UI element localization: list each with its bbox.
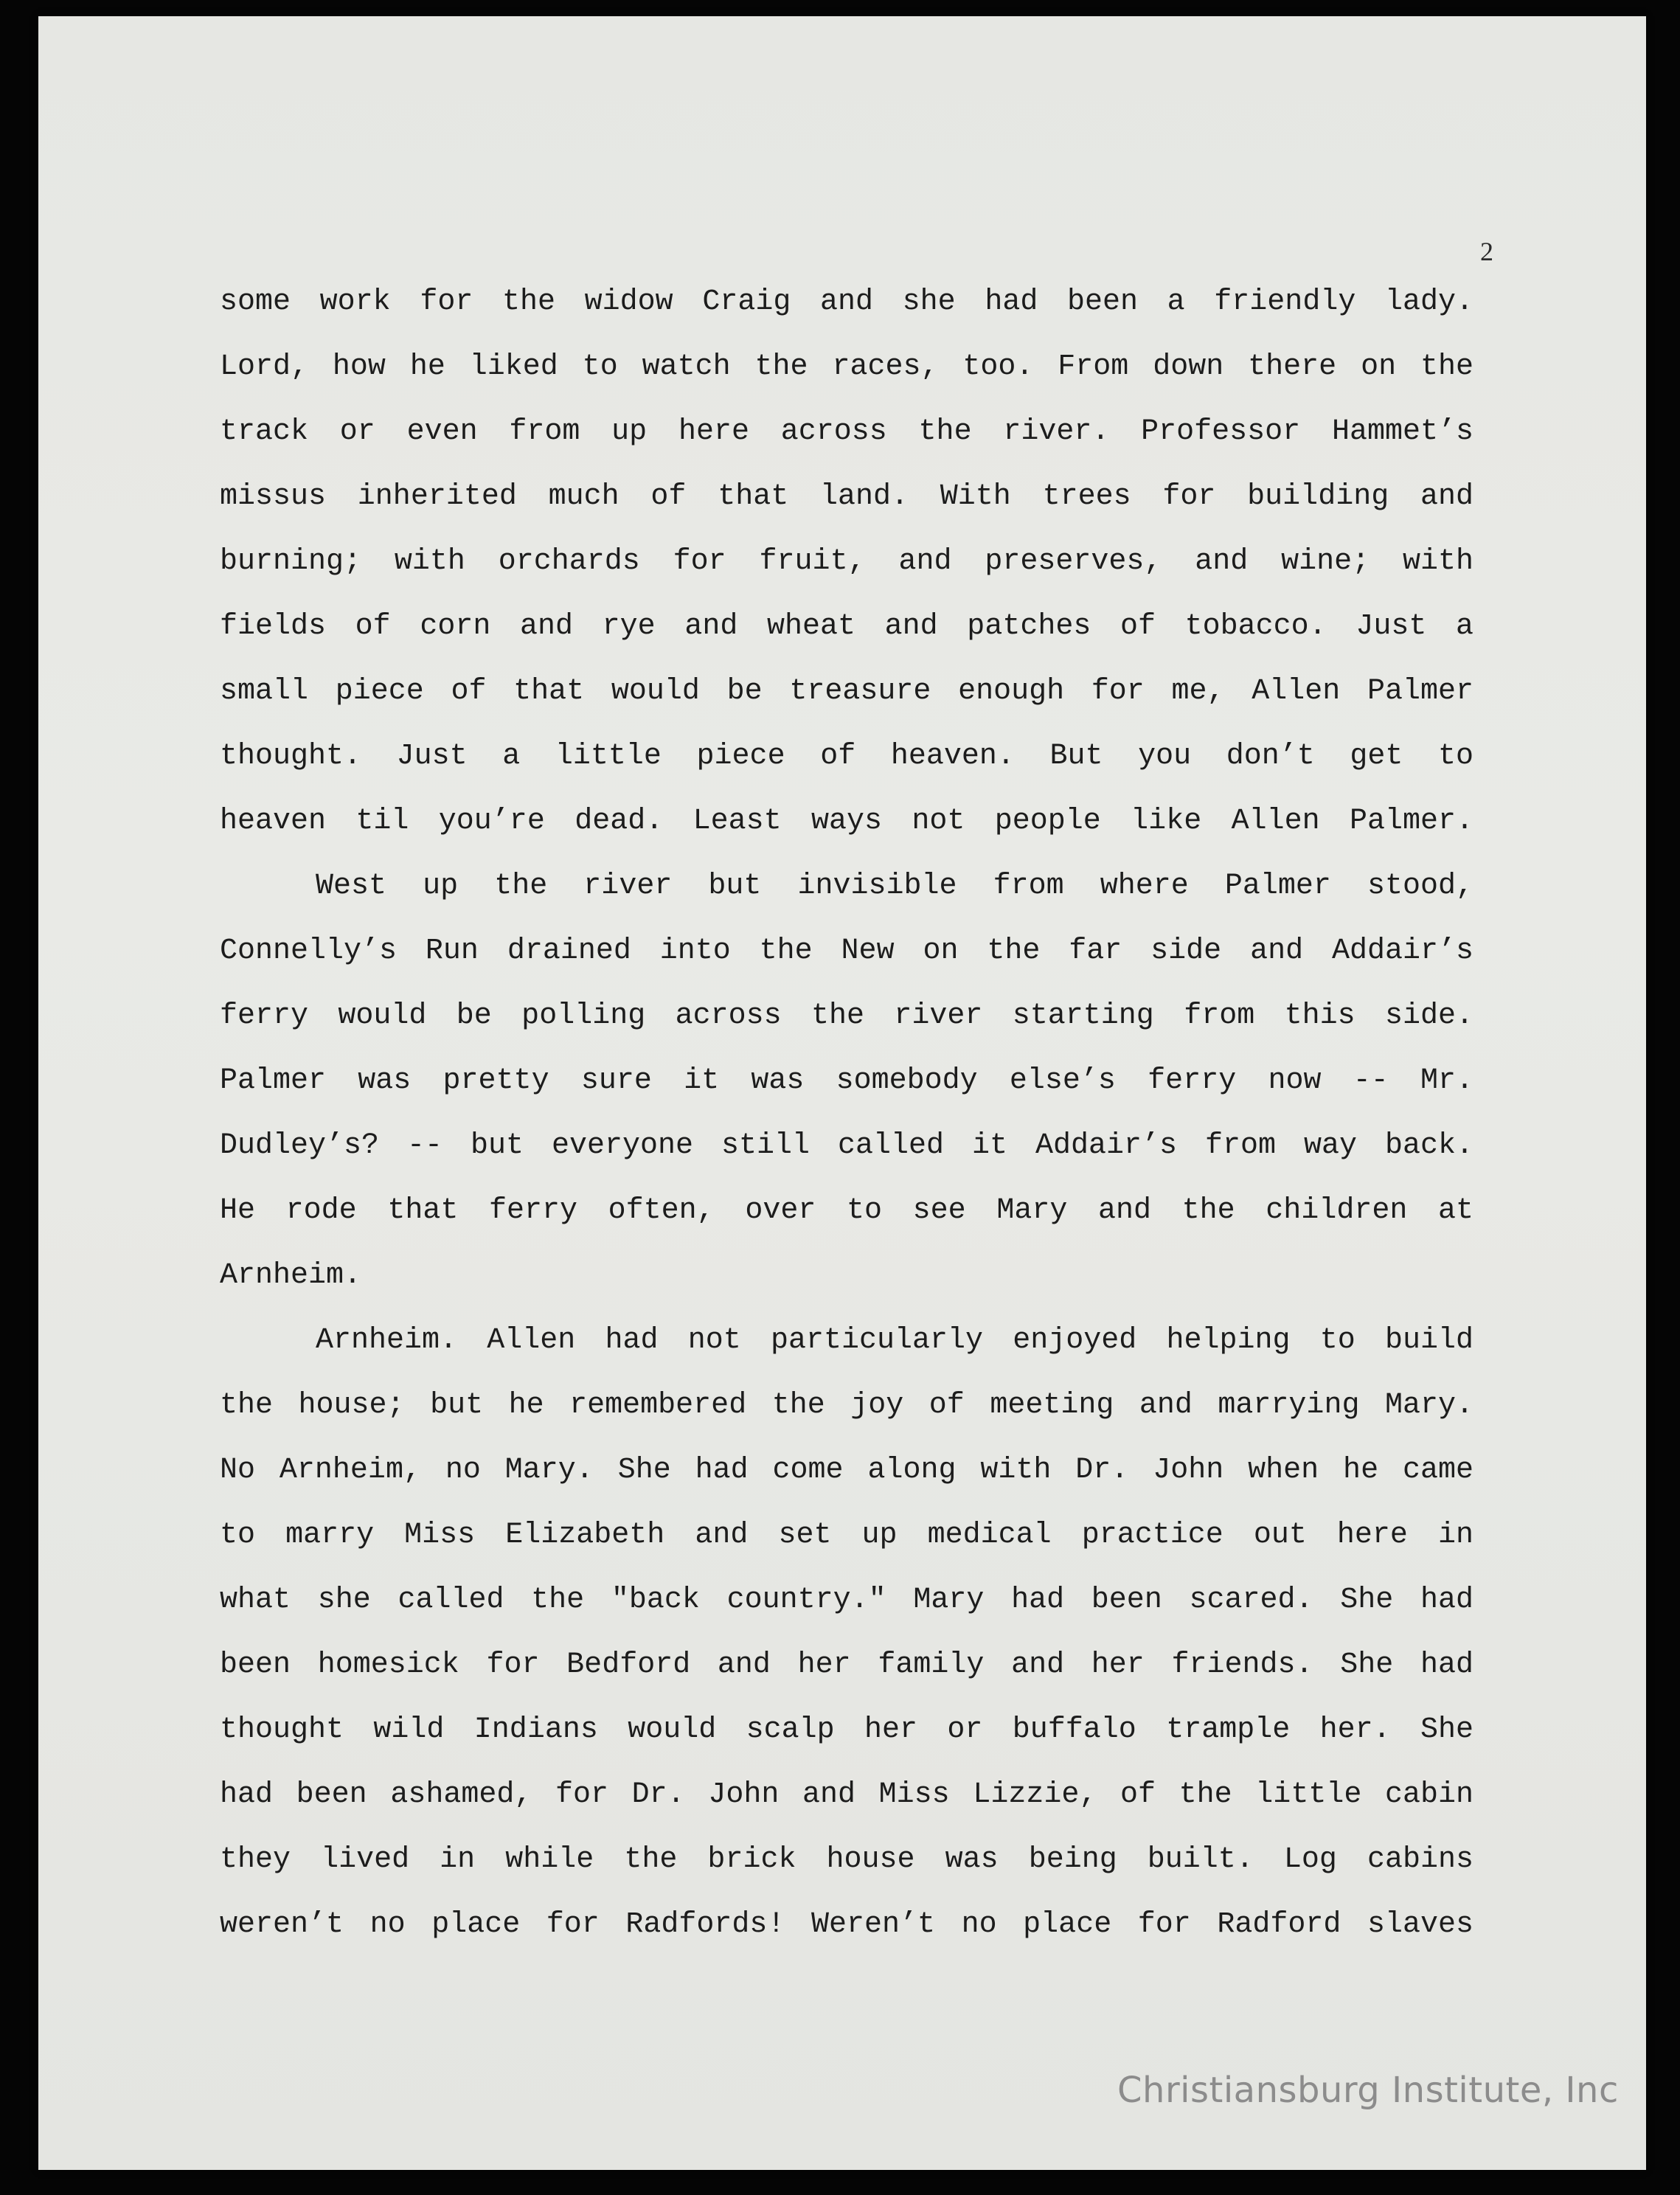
text-line: thought. Just a little piece of heaven. But you don’t get to	[220, 740, 1474, 773]
text-line: burning; with orchards for fruit, and preserves, and wine; with	[220, 545, 1474, 578]
text-line: He rode that ferry often, over to see Mary and the children at	[220, 1194, 1474, 1227]
watermark: Christiansburg Institute, Inc	[1117, 2070, 1619, 2111]
text-line: to marry Miss Elizabeth and set up medical practice out here in	[220, 1519, 1474, 1552]
text-line: missus inherited much of that land. With trees for building and	[220, 480, 1474, 513]
text-line: thought wild Indians would scalp her or buffalo trample her. She	[220, 1713, 1474, 1747]
text-line: what she called the "back country." Mary had been scared. She had	[220, 1584, 1474, 1617]
text-line: No Arnheim, no Mary. She had come along with Dr. John when he came	[220, 1454, 1474, 1487]
text-line: weren’t no place for Radfords! Weren’t no place for Radford slaves	[220, 1908, 1474, 1941]
text-line: Arnheim.	[220, 1259, 362, 1292]
text-line: the house; but he remembered the joy of meeting and marrying Mary.	[220, 1389, 1474, 1422]
text-line: they lived in while the brick house was being built. Log cabins	[220, 1843, 1474, 1876]
page-number: 2	[1480, 237, 1493, 266]
text-line: heaven til you’re dead. Least ways not people like Allen Palmer.	[220, 805, 1474, 838]
text-line: small piece of that would be treasure enough for me, Allen Palmer	[220, 675, 1474, 708]
text-line: Lord, how he liked to watch the races, too. From down there on the	[220, 350, 1474, 384]
text-line: track or even from up here across the river. Professor Hammet’s	[220, 415, 1474, 448]
text-line: been homesick for Bedford and her family and her friends. She had	[220, 1648, 1474, 1682]
text-line: had been ashamed, for Dr. John and Miss Lizzie, of the little cabin	[220, 1778, 1474, 1811]
text-line: some work for the widow Craig and she had been a friendly lady.	[220, 285, 1474, 319]
text-line: fields of corn and rye and wheat and patches of tobacco. Just a	[220, 610, 1474, 643]
text-line: ferry would be polling across the river starting from this side.	[220, 999, 1474, 1033]
text-line: Palmer was pretty sure it was somebody else’s ferry now -- Mr.	[220, 1064, 1474, 1098]
text-line: West up the river but invisible from where Palmer stood,	[316, 870, 1474, 903]
text-line: Dudley’s? -- but everyone still called it Addair’s from way back.	[220, 1129, 1474, 1162]
text-line: Arnheim. Allen had not particularly enjoyed helping to build	[316, 1324, 1474, 1357]
text-line: Connelly’s Run drained into the New on the far side and Addair’s	[220, 934, 1474, 968]
